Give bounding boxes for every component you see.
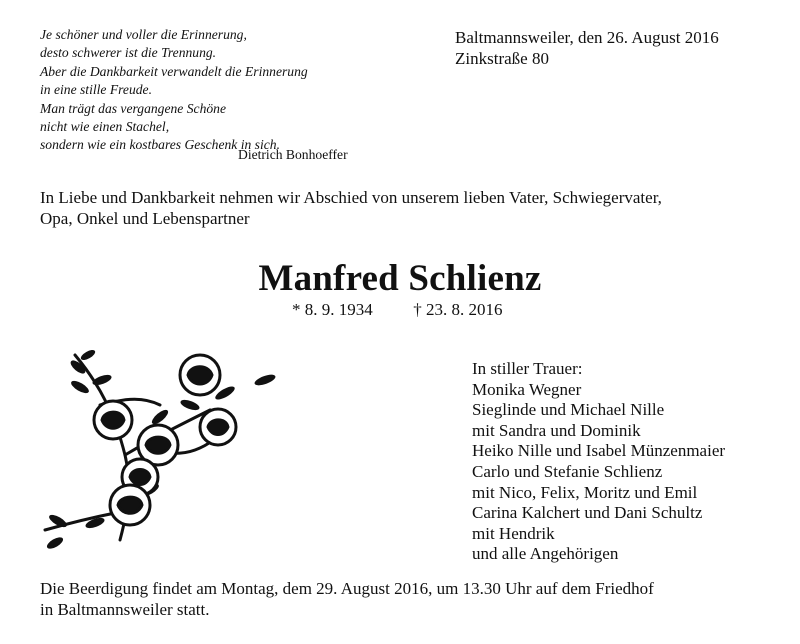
- address: Zinkstraße 80: [455, 49, 549, 68]
- list-item: und alle Angehörigen: [472, 544, 619, 564]
- list-item: In stiller Trauer:: [472, 359, 583, 378]
- quote-line: in eine stille Freude.: [40, 82, 152, 98]
- funeral-info: [40, 578, 765, 620]
- list-item: mit Nico, Felix, Moritz und Emil: [472, 482, 698, 502]
- birth-date: * 8. 9. 1934: [292, 300, 373, 319]
- quote-line: Man trägt das vergangene Schöne: [40, 100, 226, 116]
- list-item: mit Hendrik: [472, 523, 555, 543]
- intro-text: [40, 187, 765, 229]
- list-item: Carina Kalchert und Dani Schultz: [472, 503, 703, 523]
- quote-author: Dietrich Bonhoeffer: [238, 147, 348, 162]
- list-item: Monika Wegner: [472, 379, 582, 399]
- place-date: Baltmannsweiler, den 26. August 2016: [455, 28, 719, 47]
- funeral-line: in Baltmannsweiler statt.: [40, 600, 210, 619]
- place-date-block: [455, 27, 719, 69]
- quote-block: [40, 26, 308, 155]
- funeral-line: Die Beerdigung findet am Montag, dem 29. August 2016, um 13.30 Uhr auf dem Friedhof: [40, 579, 654, 598]
- quote-line: desto schwerer ist die Trennung.: [40, 45, 217, 61]
- list-item: Carlo und Stefanie Schlienz: [472, 461, 663, 481]
- death-date: † 23. 8. 2016: [413, 300, 503, 319]
- list-item: Sieglinde und Michael Nille: [472, 400, 665, 420]
- list-item: mit Sandra und Dominik: [472, 420, 641, 440]
- rose-branch-icon: [40, 345, 290, 555]
- quote-line: nicht wie einen Stachel,: [40, 119, 170, 135]
- list-item: Heiko Nille und Isabel Münzenmaier: [472, 441, 726, 461]
- mourners-list: [472, 359, 725, 565]
- intro-line: In Liebe und Dankbarkeit nehmen wir Abschied von unserem lieben Vater, Schwiegervater,: [40, 188, 662, 207]
- quote-line: Aber die Dankbarkeit verwandelt die Erinnerung: [40, 63, 308, 79]
- intro-line: Opa, Onkel und Lebenspartner: [40, 209, 250, 228]
- quote-line: sondern wie ein kostbares Geschenk in sich.: [40, 137, 280, 153]
- deceased-name: Manfred Schlienz: [258, 258, 542, 299]
- quote-line: Je schöner und voller die Erinnerung,: [40, 27, 247, 42]
- life-dates: [292, 300, 503, 320]
